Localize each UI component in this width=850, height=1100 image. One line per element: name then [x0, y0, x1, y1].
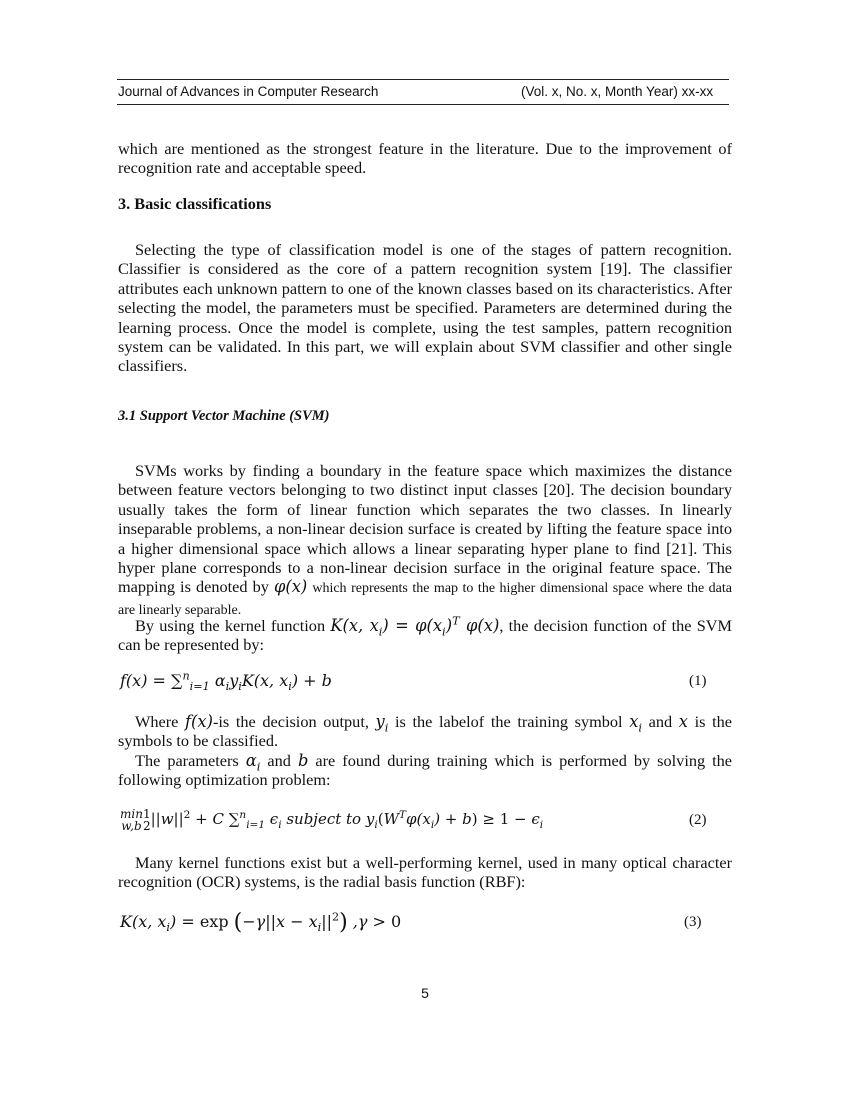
journal-title: Journal of Advances in Computer Research — [118, 84, 379, 99]
intro-paragraph: which are mentioned as the strongest feature in the literature. Due to the improvement of recognition rate and acceptable speed. — [118, 139, 732, 178]
y-i-symbol: $y_i$ — [375, 712, 389, 735]
x-i-symbol: $x_i$ — [629, 712, 643, 735]
alpha-i-symbol: $\alpha_i$ — [245, 751, 261, 774]
kernel-intro-paragraph — [118, 613, 733, 655]
where-paragraph — [118, 712, 732, 751]
phi-x-symbol: φ(x) — [273, 577, 308, 597]
parameters-paragraph — [118, 751, 732, 790]
one-half-fraction: 1 2 — [142, 807, 151, 833]
equation-2-number: (2) — [689, 812, 707, 828]
header-top-rule — [117, 79, 729, 80]
kernel-definition-math: K(x, $x_i) = \varphi(x_i)^T$ φ(x) — [330, 613, 500, 639]
mapping-sentence-end: which represents the map to the higher dimensional space where the data are linearly separable. — [118, 581, 732, 618]
kernel-intro-start: By using the kernel function — [135, 616, 326, 635]
section-3-paragraph: Selecting the type of classification model is one of the stages of pattern recognition. Classifier is considered as the core of a pattern recognition system [19]. The classifier attributes each unknown pattern to one of the known classes based on its characteristics. After selecting the model, the parameters must be specified. Parameters are determined during the learning process. Once the model is complete, using the test samples, pattern recognition system can be validated. In this part, we will explain about SVM classifier and other single classifiers. — [118, 240, 732, 376]
f-x-symbol: f(x) — [185, 712, 213, 731]
section-3-1-heading: 3.1 Support Vector Machine (SVM) — [118, 408, 330, 424]
kernel-intro-end: , the decision function of the SVM can be represented by: — [118, 616, 733, 655]
page-number: 5 — [421, 985, 429, 1001]
where-label-text: is the labelof the training symbol — [395, 712, 623, 731]
volume-info: (Vol. x, No. x, Month Year) xx-xx — [521, 84, 714, 99]
rbf-paragraph: Many kernel functions exist but a well-performing kernel, used in many optical character recognition (OCR) systems, is the radial basis function (RBF): — [118, 853, 732, 892]
b-symbol: b — [297, 751, 309, 770]
header-bottom-rule — [117, 104, 729, 105]
mapping-sentence-start: The mapping is denoted by — [118, 558, 732, 597]
params-and: and — [267, 751, 291, 770]
section-3-heading: 3. Basic classifications — [118, 194, 272, 213]
where-end: is the symbols to be classified. — [118, 712, 732, 751]
where-start: Where — [135, 712, 179, 731]
equation-3: K(x, $x_i) = \exp (-\gamma||x - x_i||^2)$ ,γ > 0 — [120, 910, 402, 935]
equation-1: f(x) = ∑$^n_{i=1}$ $\alpha_iy_iK(x$, $x_i) + b$ — [120, 669, 332, 694]
equation-2: min w,b 1 2 $||w||^2 + C$ ∑$^n_{i=1}$ $\epsilon_i$ subject to $y_i(W^T\varphi(x_i) + b) \ge 1 - \epsilon_i$ — [120, 807, 544, 833]
min-operator: min w,b — [120, 807, 143, 833]
x-symbol: x — [678, 712, 688, 731]
equation-3-number: (3) — [684, 914, 702, 930]
params-end: are found during training which is performed by solving the following optimization problem: — [118, 751, 733, 790]
where-and: and — [648, 712, 673, 731]
where-decision-output: -is the decision output, — [212, 712, 369, 731]
subject-to-text: subject to — [286, 810, 362, 828]
svm-paragraph — [118, 461, 732, 620]
svm-paragraph-text: SVMs works by finding a boundary in the feature space which maximizes the distance between feature vectors belonging to two distinct input classes [20]. The decision boundary usually takes the form of linear function which separates the two classes. In linearly inseparable problems, a non-linear decision surface is created by lifting the feature space into a higher dimensional space which allows a linear separating hyper plane to find [21]. This hyper plane corresponds to a non-linear decision surface in the original feature space. — [118, 461, 732, 578]
params-start: The parameters — [135, 751, 239, 770]
equation-1-number: (1) — [689, 673, 707, 689]
